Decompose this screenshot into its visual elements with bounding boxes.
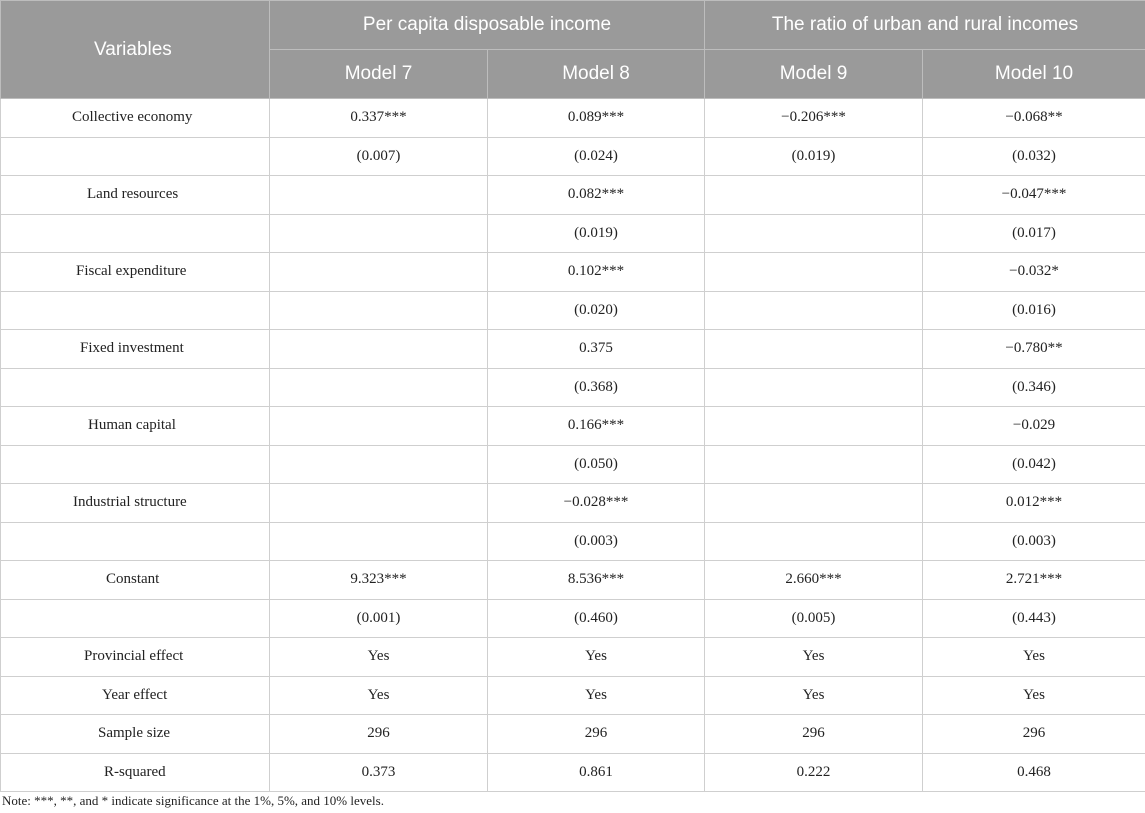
table-cell-model-8: 8.536*** <box>488 561 705 600</box>
table-cell-model-9: Yes <box>705 676 923 715</box>
table-cell-model-10: (0.443) <box>923 599 1145 638</box>
table-cell-model-7 <box>270 484 488 523</box>
table-cell-model-9 <box>705 214 923 253</box>
table-cell-model-8: (0.368) <box>488 368 705 407</box>
table-row <box>1 484 1145 523</box>
table-row <box>1 599 1145 638</box>
table-cell-model-7 <box>270 176 488 215</box>
table-row <box>1 214 1145 253</box>
table-row <box>1 522 1145 561</box>
table-cell-model-7 <box>270 291 488 330</box>
table-row <box>1 638 1145 677</box>
table-cell-model-7 <box>270 253 488 292</box>
table-cell-model-9 <box>705 445 923 484</box>
row-label: Human capital <box>1 407 270 446</box>
table-cell-model-9 <box>705 253 923 292</box>
table-cell-model-10: 0.012*** <box>923 484 1145 523</box>
table-cell-model-7: 9.323*** <box>270 561 488 600</box>
row-label: Fiscal expenditure <box>1 253 270 292</box>
table-cell-model-10: 2.721*** <box>923 561 1145 600</box>
table-cell-model-8: 0.082*** <box>488 176 705 215</box>
table-cell-model-9: 2.660*** <box>705 561 923 600</box>
row-label: Sample size <box>1 715 270 754</box>
table-cell-model-8: 0.375 <box>488 330 705 369</box>
table-cell-model-8: 0.102*** <box>488 253 705 292</box>
row-label <box>1 291 270 330</box>
row-label: Fixed investment <box>1 330 270 369</box>
table-cell-model-10: −0.068** <box>923 99 1145 138</box>
table-header <box>1 1 1145 99</box>
table-cell-model-7: 0.337*** <box>270 99 488 138</box>
table-cell-model-7 <box>270 407 488 446</box>
row-label: Constant <box>1 561 270 600</box>
table-cell-model-10: (0.003) <box>923 522 1145 561</box>
table-row <box>1 99 1145 138</box>
table-cell-model-9 <box>705 484 923 523</box>
table-cell-model-10: (0.017) <box>923 214 1145 253</box>
table-cell-model-7 <box>270 522 488 561</box>
table-row <box>1 291 1145 330</box>
table-row <box>1 253 1145 292</box>
table-cell-model-7: Yes <box>270 638 488 677</box>
table-cell-model-7: (0.007) <box>270 137 488 176</box>
table-cell-model-9 <box>705 291 923 330</box>
row-label <box>1 599 270 638</box>
row-label: Provincial effect <box>1 638 270 677</box>
table-cell-model-7: (0.001) <box>270 599 488 638</box>
table-row <box>1 753 1145 792</box>
table-cell-model-10: (0.346) <box>923 368 1145 407</box>
table-cell-model-9: (0.005) <box>705 599 923 638</box>
table-cell-model-7: Yes <box>270 676 488 715</box>
table-row <box>1 330 1145 369</box>
table-cell-model-9: Yes <box>705 638 923 677</box>
table-row <box>1 407 1145 446</box>
table-cell-model-10: 0.468 <box>923 753 1145 792</box>
header-model-10: Model 10 <box>923 50 1145 99</box>
table-cell-model-9: (0.019) <box>705 137 923 176</box>
table-cell-model-8: 0.166*** <box>488 407 705 446</box>
table-cell-model-10: (0.042) <box>923 445 1145 484</box>
table-cell-model-10: −0.780** <box>923 330 1145 369</box>
table-cell-model-9 <box>705 368 923 407</box>
table-cell-model-7: 296 <box>270 715 488 754</box>
row-label: Collective economy <box>1 99 270 138</box>
row-label <box>1 522 270 561</box>
table-cell-model-10: −0.032* <box>923 253 1145 292</box>
header-group-income: Per capita disposable income <box>270 1 705 50</box>
table-row <box>1 445 1145 484</box>
table-row <box>1 368 1145 407</box>
table-cell-model-8: −0.028*** <box>488 484 705 523</box>
row-label <box>1 445 270 484</box>
table-cell-model-9: 0.222 <box>705 753 923 792</box>
table-cell-model-9 <box>705 522 923 561</box>
table-row <box>1 137 1145 176</box>
table-note: Note: ***, **, and * indicate significance at the 1%, 5%, and 10% levels. <box>2 793 384 808</box>
table-row <box>1 176 1145 215</box>
table-cell-model-8: (0.050) <box>488 445 705 484</box>
table-cell-model-8: (0.019) <box>488 214 705 253</box>
table-cell-model-8: (0.460) <box>488 599 705 638</box>
header-row-groups <box>1 1 1145 50</box>
table-cell-model-10: 296 <box>923 715 1145 754</box>
table-cell-model-7 <box>270 330 488 369</box>
row-label: Land resources <box>1 176 270 215</box>
table-cell-model-7: 0.373 <box>270 753 488 792</box>
table-cell-model-8: (0.003) <box>488 522 705 561</box>
row-label: Industrial structure <box>1 484 270 523</box>
row-label <box>1 214 270 253</box>
table-cell-model-10: Yes <box>923 676 1145 715</box>
header-variables: Variables <box>1 1 270 99</box>
table-cell-model-10: (0.016) <box>923 291 1145 330</box>
row-label: Year effect <box>1 676 270 715</box>
table-cell-model-9 <box>705 407 923 446</box>
table-cell-model-8: 296 <box>488 715 705 754</box>
table-row <box>1 561 1145 600</box>
table-cell-model-8: Yes <box>488 638 705 677</box>
table-cell-model-10: −0.029 <box>923 407 1145 446</box>
table-cell-model-8: 0.861 <box>488 753 705 792</box>
table-cell-model-7 <box>270 368 488 407</box>
header-model-9: Model 9 <box>705 50 923 99</box>
header-model-8: Model 8 <box>488 50 705 99</box>
table-cell-model-10: Yes <box>923 638 1145 677</box>
table-cell-model-8: (0.024) <box>488 137 705 176</box>
table-cell-model-9 <box>705 176 923 215</box>
header-group-ratio: The ratio of urban and rural incomes <box>705 1 1145 50</box>
row-label <box>1 368 270 407</box>
table-cell-model-10: (0.032) <box>923 137 1145 176</box>
table-cell-model-8: (0.020) <box>488 291 705 330</box>
table-cell-model-8: 0.089*** <box>488 99 705 138</box>
table-cell-model-9 <box>705 330 923 369</box>
row-label <box>1 137 270 176</box>
table-body <box>1 99 1145 792</box>
table-cell-model-9: 296 <box>705 715 923 754</box>
table-row <box>1 715 1145 754</box>
table-cell-model-7 <box>270 445 488 484</box>
table-cell-model-8: Yes <box>488 676 705 715</box>
table-cell-model-9: −0.206*** <box>705 99 923 138</box>
table-cell-model-7 <box>270 214 488 253</box>
header-model-7: Model 7 <box>270 50 488 99</box>
table-row <box>1 676 1145 715</box>
row-label: R-squared <box>1 753 270 792</box>
table-cell-model-10: −0.047*** <box>923 176 1145 215</box>
